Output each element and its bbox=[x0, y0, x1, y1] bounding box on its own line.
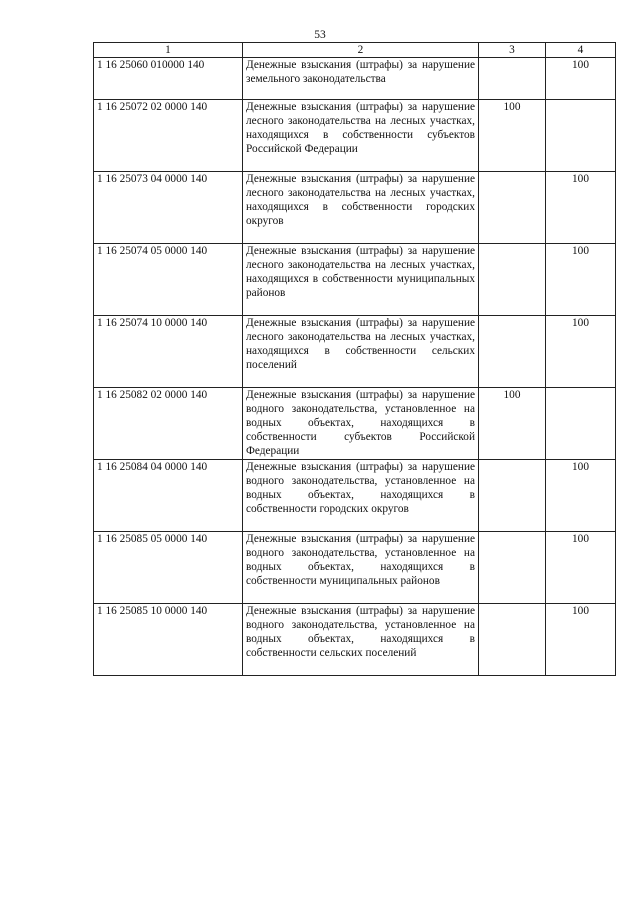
row-col3-value bbox=[479, 460, 546, 532]
row-code: 1 16 25085 10 0000 140 bbox=[94, 604, 243, 676]
row-col4-value: 100 bbox=[546, 244, 616, 316]
row-col4-value bbox=[546, 388, 616, 460]
table-row bbox=[94, 532, 616, 604]
row-description: Денежные взыскания (штрафы) за нарушение лесного законодательства на лесных участках, находящихся в собственности городских округов bbox=[243, 172, 479, 244]
column-header-1: 1 bbox=[94, 43, 243, 58]
row-description: Денежные взыскания (штрафы) за нарушение земельного законодательства bbox=[243, 58, 479, 100]
row-code: 1 16 25082 02 0000 140 bbox=[94, 388, 243, 460]
row-code: 1 16 25074 10 0000 140 bbox=[94, 316, 243, 388]
table-row bbox=[94, 172, 616, 244]
table-header-row bbox=[94, 43, 616, 58]
table-row bbox=[94, 58, 616, 100]
row-col3-value bbox=[479, 604, 546, 676]
row-code: 1 16 25073 04 0000 140 bbox=[94, 172, 243, 244]
row-col3-value bbox=[479, 172, 546, 244]
row-col3-value bbox=[479, 532, 546, 604]
table-row bbox=[94, 316, 616, 388]
row-col3-value: 100 bbox=[479, 100, 546, 172]
table-row bbox=[94, 388, 616, 460]
row-col3-value bbox=[479, 316, 546, 388]
row-description: Денежные взыскания (штрафы) за нарушение лесного законодательства на лесных участках, находящихся в собственности сельских поселений bbox=[243, 316, 479, 388]
row-col4-value: 100 bbox=[546, 532, 616, 604]
row-col4-value: 100 bbox=[546, 604, 616, 676]
row-description: Денежные взыскания (штрафы) за нарушение водного законодательства, установленное на водных объектах, находящихся в собственности городских округов bbox=[243, 460, 479, 532]
row-description: Денежные взыскания (штрафы) за нарушение лесного законодательства на лесных участках, находящихся в собственности субъектов Российской Федерации bbox=[243, 100, 479, 172]
row-col4-value: 100 bbox=[546, 460, 616, 532]
table-row bbox=[94, 604, 616, 676]
row-col4-value: 100 bbox=[546, 316, 616, 388]
row-col3-value bbox=[479, 244, 546, 316]
row-code: 1 16 25072 02 0000 140 bbox=[94, 100, 243, 172]
column-header-3: 3 bbox=[479, 43, 546, 58]
row-code: 1 16 25084 04 0000 140 bbox=[94, 460, 243, 532]
row-code: 1 16 25074 05 0000 140 bbox=[94, 244, 243, 316]
row-col4-value bbox=[546, 100, 616, 172]
row-description: Денежные взыскания (штрафы) за нарушение водного законодательства, установленное на водных объектах, находящихся в собственности субъектов Российской Федерации bbox=[243, 388, 479, 460]
row-code: 1 16 25085 05 0000 140 bbox=[94, 532, 243, 604]
row-col4-value: 100 bbox=[546, 58, 616, 100]
page-number: 53 bbox=[314, 29, 326, 41]
table-row bbox=[94, 460, 616, 532]
table-row bbox=[94, 244, 616, 316]
row-col4-value: 100 bbox=[546, 172, 616, 244]
column-header-2: 2 bbox=[243, 43, 479, 58]
row-description: Денежные взыскания (штрафы) за нарушение водного законодательства, установленное на водных объектах, находящихся в собственности муниципальных районов bbox=[243, 532, 479, 604]
row-col3-value bbox=[479, 58, 546, 100]
row-col3-value: 100 bbox=[479, 388, 546, 460]
row-description: Денежные взыскания (штрафы) за нарушение водного законодательства, установленное на водных объектах, находящихся в собственности сельских поселений bbox=[243, 604, 479, 676]
column-header-4: 4 bbox=[546, 43, 616, 58]
table-row bbox=[94, 100, 616, 172]
row-code: 1 16 25060 010000 140 bbox=[94, 58, 243, 100]
revenue-code-table bbox=[93, 42, 616, 676]
row-description: Денежные взыскания (штрафы) за нарушение лесного законодательства на лесных участках, находящихся в собственности муниципальных районов bbox=[243, 244, 479, 316]
